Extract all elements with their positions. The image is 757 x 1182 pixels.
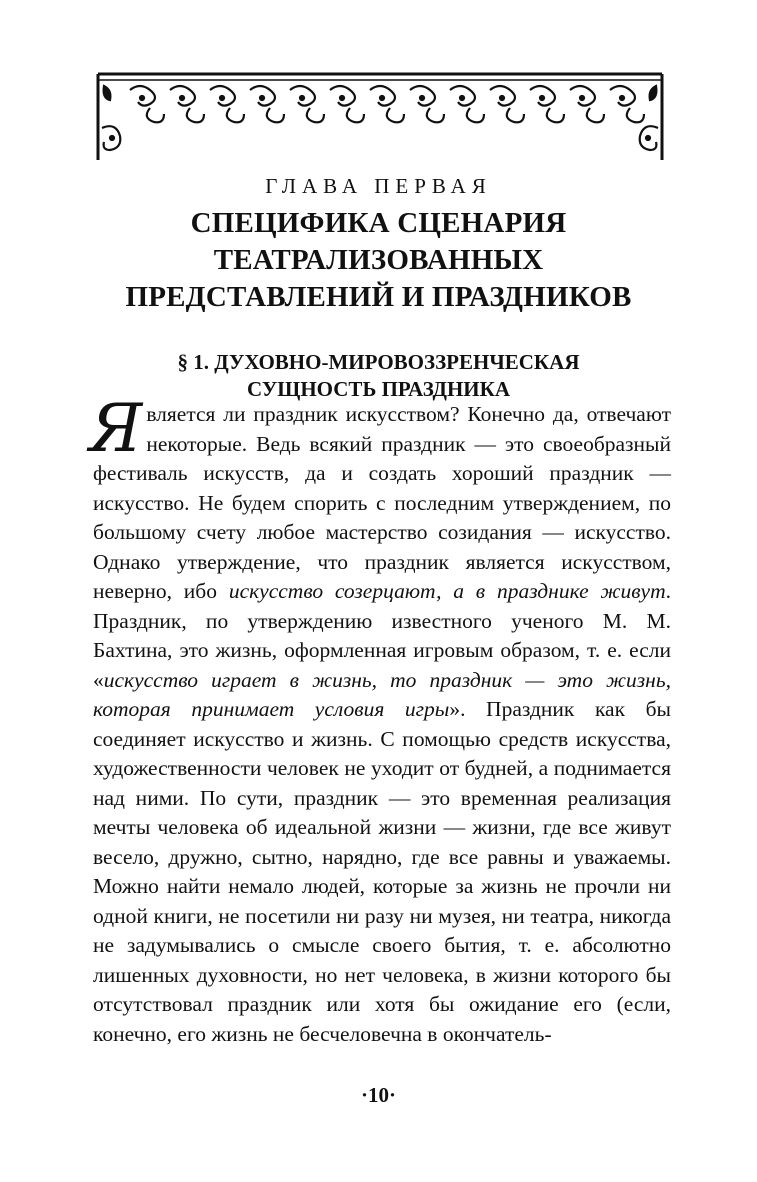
chapter-title-line: СПЕЦИФИКА СЦЕНАРИЯ [190, 207, 567, 239]
chapter-title [60, 205, 697, 316]
decorative-border-icon [90, 68, 670, 164]
chapter-title-line: ТЕАТРАЛИЗОВАННЫХ [213, 244, 544, 276]
body-text-run: . Праздник, по утверждению известного ученого М. М. Бахтина, это жизнь, оформленная игровым образом, т. е. если « [93, 579, 671, 692]
section-title-line: § 1. ДУХОВНО-МИРОВОЗЗРЕНЧЕСКАЯ [177, 350, 580, 374]
chapter-label: ГЛАВА ПЕРВАЯ [265, 174, 492, 198]
italic-quote: искусство созерцают, а в празднике живут [228, 579, 666, 603]
body-text-run: ». Праздник как бы соединяет искусство и жизнь. С помощью средств искусства, художественности человек не уходит от будней, а поднимается над ними. По сути, праздник — это временная реализация мечты человека об идеальной жизни — жизни, где все живут весело, дружно, сытно, нарядно, где все равны и уважаемы. Можно найти немало людей, которые за жизнь не прочли ни одной книги, не посетили ни разу ни музея, ни театра, никогда не задумывались о смысле своего бытия, т. е. абсолютно лишенных духовности, но нет человека, в жизни которого бы отсутствовал праздник или хотя бы ожидание его (если, конечно, его жизнь не бесчеловечна в окончатель- [93, 697, 671, 1046]
body-text-run: вляется ли праздник искусством? Конечно да, отвечают некоторые. Ведь всякий праздник — это своеобразный фестиваль искусств, да и создать хороший праздник — искусство. Не будем спорить с последним утверждением, по большому счету любое мастерство созидания — искусство. Однако утверждение, что праздник является искусством, неверно, ибо [93, 402, 671, 603]
body-paragraph [89, 390, 671, 1049]
chapter-title-line: ПРЕДСТАВЛЕНИЙ И ПРАЗДНИКОВ [125, 281, 632, 313]
section-title [80, 349, 677, 403]
italic-quote: искусство играет в жизнь, то праздник — это жизнь, которая принимает условия игры [93, 667, 671, 721]
drop-cap: Я [89, 390, 143, 467]
section-title-line: СУЩНОСТЬ ПРАЗДНИКА [246, 377, 511, 401]
page-number: ·10· [360, 1083, 396, 1107]
